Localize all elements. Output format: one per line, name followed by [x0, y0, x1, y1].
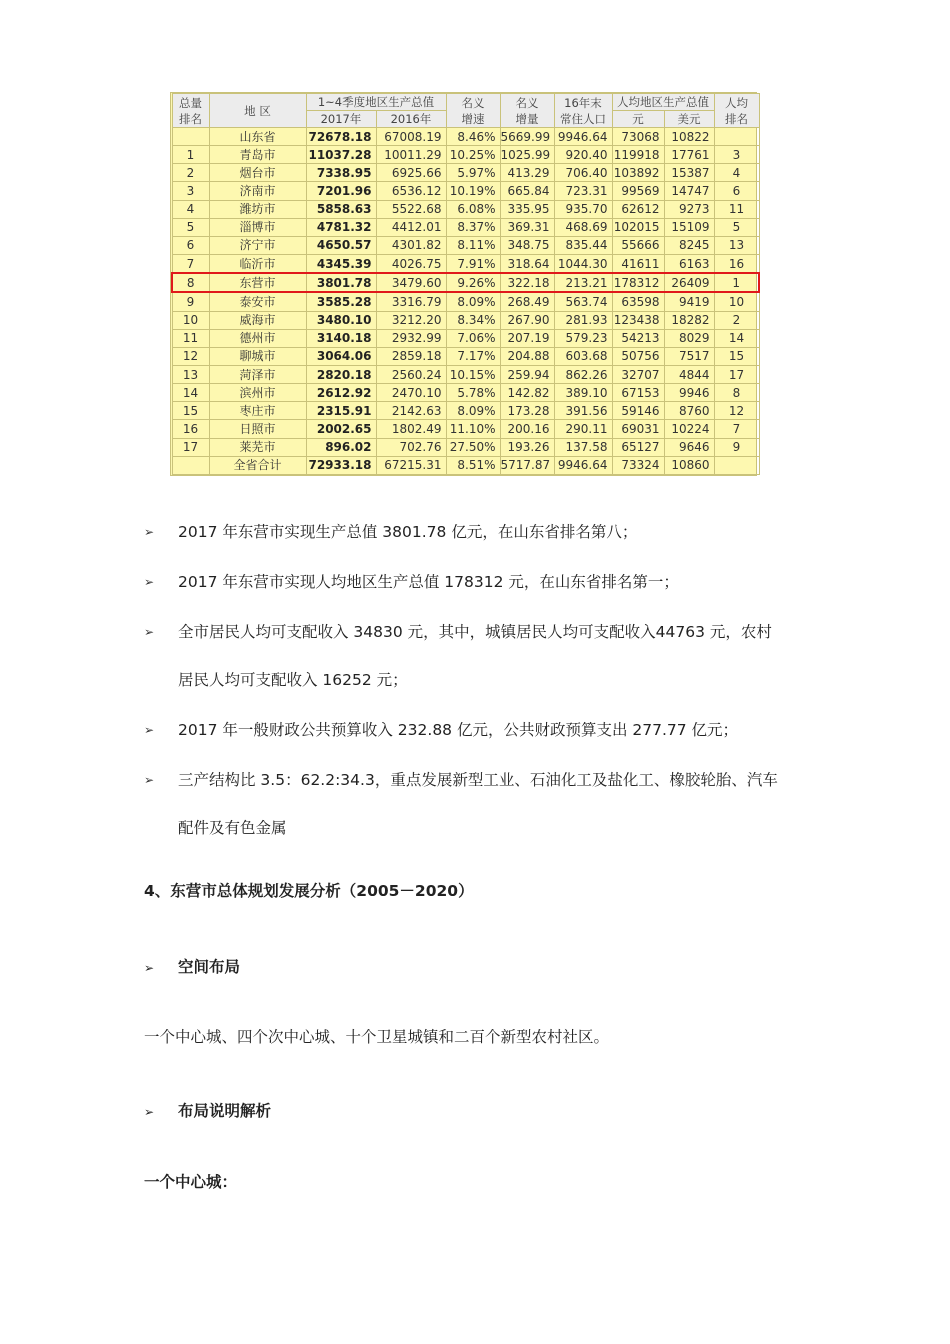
percap-usd-cell: 10224 [664, 420, 714, 438]
region-cell: 日照市 [209, 420, 306, 438]
rank-cell: 4 [172, 200, 209, 218]
percap-usd-cell: 18282 [664, 311, 714, 329]
percap-yuan-cell: 65127 [612, 438, 664, 456]
percap-usd-cell: 9419 [664, 292, 714, 311]
increase-cell: 200.16 [500, 420, 554, 438]
growth-cell: 9.26% [446, 273, 500, 292]
percap-yuan-cell: 73324 [612, 456, 664, 474]
region-cell: 济宁市 [209, 236, 306, 254]
subheading-central-city: 一个中心城： [144, 1173, 238, 1191]
rank-cell: 13 [172, 365, 209, 383]
table-row [172, 236, 759, 254]
percap-yuan-cell: 41611 [612, 254, 664, 273]
table-row [172, 182, 759, 200]
growth-cell: 10.15% [446, 365, 500, 383]
arrow-bullet-icon: ➢ [144, 1105, 155, 1119]
increase-cell: 267.90 [500, 311, 554, 329]
arrow-bullet-icon: ➢ [144, 961, 155, 975]
population-cell: 281.93 [554, 311, 612, 329]
gdp-2017-cell: 72933.18 [306, 456, 376, 474]
percap-rank-cell: 9 [714, 438, 759, 456]
bullet-item [144, 706, 824, 754]
population-cell: 920.40 [554, 146, 612, 164]
percap-rank-cell: 1 [714, 273, 759, 292]
table-row [172, 402, 759, 420]
percap-yuan-cell: 103892 [612, 164, 664, 182]
gdp-2016-cell: 4301.82 [376, 236, 446, 254]
gdp-2016-cell: 702.76 [376, 438, 446, 456]
percap-yuan-cell: 59146 [612, 402, 664, 420]
percap-yuan-cell: 123438 [612, 311, 664, 329]
increase-cell: 322.18 [500, 273, 554, 292]
gdp-2017-cell: 2315.91 [306, 402, 376, 420]
percap-usd-cell: 26409 [664, 273, 714, 292]
percap-usd-cell: 10860 [664, 456, 714, 474]
rank-cell: 8 [172, 273, 209, 292]
region-cell: 淄博市 [209, 218, 306, 236]
bullet-line: 2017 年一般财政公共预算收入 232.88 亿元，公共财政预算支出 277.77 亿元； [178, 721, 739, 739]
rank-cell: 1 [172, 146, 209, 164]
percap-yuan-cell: 119918 [612, 146, 664, 164]
rank-cell: 16 [172, 420, 209, 438]
growth-cell: 7.91% [446, 254, 500, 273]
table-row [172, 128, 759, 146]
gdp-2017-cell: 72678.18 [306, 128, 376, 146]
percap-usd-cell: 14747 [664, 182, 714, 200]
header-usd: 美元 [664, 111, 714, 128]
population-cell: 391.56 [554, 402, 612, 420]
gdp-2016-cell: 67215.31 [376, 456, 446, 474]
bullet-item [144, 608, 824, 704]
section-heading: 4、东营市总体规划发展分析（2005－2020） [144, 882, 474, 900]
population-cell: 862.26 [554, 365, 612, 383]
subheading-layout-explained [144, 1099, 271, 1121]
percap-rank-cell: 7 [714, 420, 759, 438]
gdp-2017-cell: 2820.18 [306, 365, 376, 383]
percap-usd-cell: 9946 [664, 384, 714, 402]
bullet-item [144, 756, 824, 852]
population-cell: 935.70 [554, 200, 612, 218]
percap-usd-cell: 4844 [664, 365, 714, 383]
growth-cell: 8.34% [446, 311, 500, 329]
table-row [172, 200, 759, 218]
percap-rank-cell: 6 [714, 182, 759, 200]
growth-cell: 10.19% [446, 182, 500, 200]
growth-cell: 7.17% [446, 347, 500, 365]
growth-cell: 5.97% [446, 164, 500, 182]
region-cell: 菏泽市 [209, 365, 306, 383]
percap-usd-cell: 17761 [664, 146, 714, 164]
bullet-item [144, 558, 824, 606]
rank-cell [172, 456, 209, 474]
percap-yuan-cell: 178312 [612, 273, 664, 292]
gdp-2017-cell: 896.02 [306, 438, 376, 456]
percap-rank-cell: 15 [714, 347, 759, 365]
bullet-list [144, 508, 824, 854]
header-percap-rank: 人均 排名 [714, 94, 759, 128]
arrow-bullet-icon: ➢ [144, 525, 155, 539]
percap-rank-cell: 16 [714, 254, 759, 273]
rank-cell: 7 [172, 254, 209, 273]
rank-cell: 17 [172, 438, 209, 456]
header-gdp-group: 1~4季度地区生产总值 [306, 94, 446, 111]
subheading-text: 布局说明解析 [178, 1102, 272, 1120]
gdp-2016-cell: 67008.19 [376, 128, 446, 146]
percap-rank-cell: 12 [714, 402, 759, 420]
header-percap-group: 人均地区生产总值 [612, 94, 714, 111]
table-row [172, 218, 759, 236]
percap-yuan-cell: 73068 [612, 128, 664, 146]
gdp-2017-cell: 11037.28 [306, 146, 376, 164]
gdp-2016-cell: 4026.75 [376, 254, 446, 273]
gdp-2016-cell: 2932.99 [376, 329, 446, 347]
rank-cell: 9 [172, 292, 209, 311]
table-row [172, 273, 759, 292]
rank-cell: 10 [172, 311, 209, 329]
percap-usd-cell: 8760 [664, 402, 714, 420]
rank-cell: 14 [172, 384, 209, 402]
increase-cell: 413.29 [500, 164, 554, 182]
percap-rank-cell: 2 [714, 311, 759, 329]
population-cell: 723.31 [554, 182, 612, 200]
header-yuan: 元 [612, 111, 664, 128]
increase-cell: 259.94 [500, 365, 554, 383]
header-2016: 2016年 [376, 111, 446, 128]
gdp-2017-cell: 4345.39 [306, 254, 376, 273]
gdp-2017-cell: 4781.32 [306, 218, 376, 236]
rank-cell: 3 [172, 182, 209, 200]
gdp-table-image [170, 92, 757, 476]
growth-cell: 8.11% [446, 236, 500, 254]
rank-cell: 6 [172, 236, 209, 254]
region-cell: 威海市 [209, 311, 306, 329]
percap-usd-cell: 9646 [664, 438, 714, 456]
gdp-2017-cell: 2002.65 [306, 420, 376, 438]
increase-cell: 5717.87 [500, 456, 554, 474]
gdp-2017-cell: 3585.28 [306, 292, 376, 311]
region-cell: 潍坊市 [209, 200, 306, 218]
increase-cell: 204.88 [500, 347, 554, 365]
percap-usd-cell: 8029 [664, 329, 714, 347]
header-population: 16年末 常住人口 [554, 94, 612, 128]
table-row [172, 365, 759, 383]
rank-cell: 2 [172, 164, 209, 182]
gdp-2016-cell: 2142.63 [376, 402, 446, 420]
increase-cell: 173.28 [500, 402, 554, 420]
gdp-2016-cell: 6925.66 [376, 164, 446, 182]
increase-cell: 665.84 [500, 182, 554, 200]
growth-cell: 8.37% [446, 218, 500, 236]
increase-cell: 268.49 [500, 292, 554, 311]
growth-cell: 5.78% [446, 384, 500, 402]
rank-cell: 15 [172, 402, 209, 420]
increase-cell: 318.64 [500, 254, 554, 273]
growth-cell: 10.25% [446, 146, 500, 164]
increase-cell: 207.19 [500, 329, 554, 347]
table-row [172, 254, 759, 273]
population-cell: 389.10 [554, 384, 612, 402]
growth-cell: 8.09% [446, 292, 500, 311]
region-cell: 滨州市 [209, 384, 306, 402]
bullet-item [144, 508, 824, 556]
rank-cell [172, 128, 209, 146]
gdp-2016-cell: 3316.79 [376, 292, 446, 311]
population-cell: 290.11 [554, 420, 612, 438]
percap-rank-cell: 10 [714, 292, 759, 311]
gdp-2016-cell: 3212.20 [376, 311, 446, 329]
bullet-line: 三产结构比 3.5：62.2:34.3，重点发展新型工业、石油化工及盐化工、橡胶轮胎、汽车 [178, 771, 778, 789]
population-cell: 468.69 [554, 218, 612, 236]
percap-rank-cell: 3 [714, 146, 759, 164]
gdp-2017-cell: 4650.57 [306, 236, 376, 254]
gdp-2017-cell: 7201.96 [306, 182, 376, 200]
table-row [172, 420, 759, 438]
rank-cell: 11 [172, 329, 209, 347]
percap-rank-cell: 8 [714, 384, 759, 402]
growth-cell: 8.46% [446, 128, 500, 146]
increase-cell: 335.95 [500, 200, 554, 218]
gdp-2017-cell: 3801.78 [306, 273, 376, 292]
rank-cell: 5 [172, 218, 209, 236]
growth-cell: 8.09% [446, 402, 500, 420]
header-nominal-growth: 名义 增速 [446, 94, 500, 128]
growth-cell: 8.51% [446, 456, 500, 474]
percap-usd-cell: 7517 [664, 347, 714, 365]
percap-rank-cell: 14 [714, 329, 759, 347]
gdp-2016-cell: 2859.18 [376, 347, 446, 365]
percap-yuan-cell: 62612 [612, 200, 664, 218]
gdp-2016-cell: 5522.68 [376, 200, 446, 218]
gdp-table [171, 93, 760, 475]
gdp-2016-cell: 4412.01 [376, 218, 446, 236]
gdp-2016-cell: 2470.10 [376, 384, 446, 402]
arrow-bullet-icon: ➢ [144, 575, 155, 589]
gdp-2016-cell: 6536.12 [376, 182, 446, 200]
percap-rank-cell [714, 456, 759, 474]
percap-rank-cell: 4 [714, 164, 759, 182]
bullet-line: 配件及有色金属 [178, 819, 287, 837]
header-total-rank: 总量 排名 [172, 94, 209, 128]
header-nominal-increase: 名义 增量 [500, 94, 554, 128]
increase-cell: 5669.99 [500, 128, 554, 146]
table-row [172, 456, 759, 474]
region-cell: 莱芜市 [209, 438, 306, 456]
paragraph-layout: 一个中心城、四个次中心城、十个卫星城镇和二百个新型农村社区。 [144, 1028, 610, 1046]
table-row [172, 164, 759, 182]
percap-usd-cell: 6163 [664, 254, 714, 273]
region-cell: 临沂市 [209, 254, 306, 273]
gdp-2016-cell: 3479.60 [376, 273, 446, 292]
region-cell: 烟台市 [209, 164, 306, 182]
subheading-spatial-layout [144, 955, 240, 977]
bullet-line: 居民人均可支配收入 16252 元； [178, 671, 408, 689]
population-cell: 9946.64 [554, 456, 612, 474]
region-cell: 泰安市 [209, 292, 306, 311]
gdp-2016-cell: 10011.29 [376, 146, 446, 164]
arrow-bullet-icon: ➢ [144, 723, 155, 737]
percap-usd-cell: 8245 [664, 236, 714, 254]
region-cell: 青岛市 [209, 146, 306, 164]
gdp-2017-cell: 7338.95 [306, 164, 376, 182]
header-region: 地 区 [209, 94, 306, 128]
growth-cell: 6.08% [446, 200, 500, 218]
region-cell: 枣庄市 [209, 402, 306, 420]
table-row [172, 292, 759, 311]
population-cell: 137.58 [554, 438, 612, 456]
percap-yuan-cell: 32707 [612, 365, 664, 383]
table-row [172, 438, 759, 456]
region-cell: 德州市 [209, 329, 306, 347]
arrow-bullet-icon: ➢ [144, 773, 155, 787]
increase-cell: 369.31 [500, 218, 554, 236]
bullet-line: 2017 年东营市实现生产总值 3801.78 亿元，在山东省排名第八； [178, 523, 638, 541]
gdp-2016-cell: 1802.49 [376, 420, 446, 438]
table-row [172, 347, 759, 365]
table-row [172, 329, 759, 347]
percap-yuan-cell: 69031 [612, 420, 664, 438]
region-cell: 东营市 [209, 273, 306, 292]
percap-rank-cell: 5 [714, 218, 759, 236]
gdp-2017-cell: 3140.18 [306, 329, 376, 347]
percap-rank-cell [714, 128, 759, 146]
header-2017: 2017年 [306, 111, 376, 128]
subheading-text: 空间布局 [178, 958, 241, 976]
percap-yuan-cell: 54213 [612, 329, 664, 347]
percap-rank-cell: 13 [714, 236, 759, 254]
table-row [172, 384, 759, 402]
increase-cell: 1025.99 [500, 146, 554, 164]
percap-yuan-cell: 50756 [612, 347, 664, 365]
percap-yuan-cell: 63598 [612, 292, 664, 311]
region-cell: 聊城市 [209, 347, 306, 365]
increase-cell: 193.26 [500, 438, 554, 456]
gdp-2017-cell: 5858.63 [306, 200, 376, 218]
gdp-2017-cell: 2612.92 [306, 384, 376, 402]
arrow-bullet-icon: ➢ [144, 625, 155, 639]
percap-yuan-cell: 55666 [612, 236, 664, 254]
percap-usd-cell: 9273 [664, 200, 714, 218]
population-cell: 579.23 [554, 329, 612, 347]
population-cell: 9946.64 [554, 128, 612, 146]
gdp-2016-cell: 2560.24 [376, 365, 446, 383]
gdp-2017-cell: 3064.06 [306, 347, 376, 365]
percap-rank-cell: 17 [714, 365, 759, 383]
percap-usd-cell: 10822 [664, 128, 714, 146]
table-row [172, 311, 759, 329]
bullet-line: 全市居民人均可支配收入 34830 元，其中，城镇居民人均可支配收入44763 元，农村 [178, 623, 772, 641]
growth-cell: 27.50% [446, 438, 500, 456]
region-cell: 山东省 [209, 128, 306, 146]
population-cell: 213.21 [554, 273, 612, 292]
growth-cell: 11.10% [446, 420, 500, 438]
population-cell: 603.68 [554, 347, 612, 365]
percap-yuan-cell: 99569 [612, 182, 664, 200]
population-cell: 563.74 [554, 292, 612, 311]
increase-cell: 348.75 [500, 236, 554, 254]
bullet-line: 2017 年东营市实现人均地区生产总值 178312 元，在山东省排名第一； [178, 573, 679, 591]
population-cell: 1044.30 [554, 254, 612, 273]
region-cell: 济南市 [209, 182, 306, 200]
percap-yuan-cell: 102015 [612, 218, 664, 236]
percap-usd-cell: 15109 [664, 218, 714, 236]
rank-cell: 12 [172, 347, 209, 365]
increase-cell: 142.82 [500, 384, 554, 402]
region-cell: 全省合计 [209, 456, 306, 474]
table-row [172, 146, 759, 164]
growth-cell: 7.06% [446, 329, 500, 347]
percap-rank-cell: 11 [714, 200, 759, 218]
population-cell: 835.44 [554, 236, 612, 254]
gdp-2017-cell: 3480.10 [306, 311, 376, 329]
percap-usd-cell: 15387 [664, 164, 714, 182]
percap-yuan-cell: 67153 [612, 384, 664, 402]
population-cell: 706.40 [554, 164, 612, 182]
